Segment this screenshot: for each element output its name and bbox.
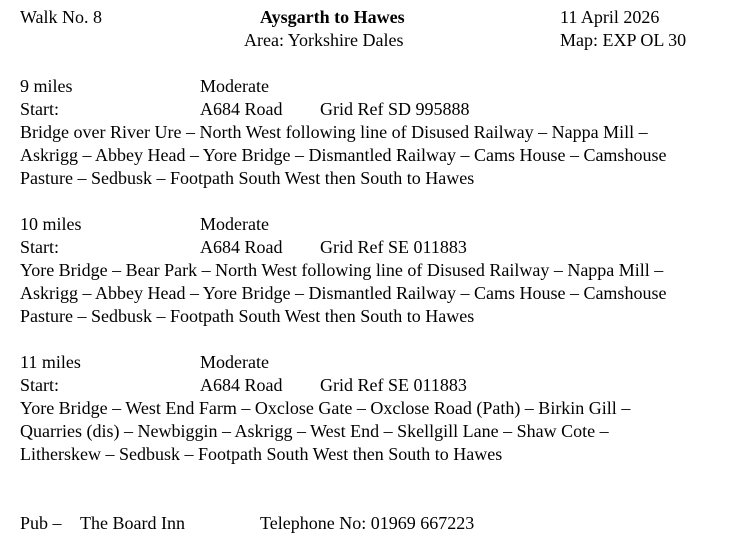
start-road: A684 Road — [200, 237, 283, 257]
route-line: Yore Bridge – Bear Park – North West following line of Disused Railway – Nappa Mill – — [20, 260, 664, 280]
walk-distance: 9 miles — [20, 76, 73, 96]
route-line: Askrigg – Abbey Head – Yore Bridge – Dismantled Railway – Cams House – Camshouse — [20, 283, 667, 303]
route-line: Yore Bridge – West End Farm – Oxclose Gate – Oxclose Road (Path) – Birkin Gill – — [20, 398, 631, 418]
spacer — [20, 190, 750, 213]
walk-start-row — [20, 236, 750, 259]
start-road: A684 Road — [200, 375, 283, 395]
spacer — [20, 466, 750, 512]
grid-ref: Grid Ref SE 011883 — [320, 375, 467, 395]
grid-ref: Grid Ref SD 995888 — [320, 99, 470, 119]
route-line: Pasture – Sedbusk – Footpath South West then South to Hawes — [20, 306, 475, 326]
area-label: Area: Yorkshire Dales — [244, 30, 404, 50]
walk-date: 11 April 2026 — [560, 7, 660, 27]
walk-section-1 — [20, 75, 750, 190]
walk-grade: Moderate — [200, 352, 269, 372]
header-row-2 — [20, 29, 750, 52]
walk-summary-row — [20, 75, 750, 98]
walk-route — [20, 259, 750, 328]
walk-distance: 10 miles — [20, 214, 82, 234]
spacer — [20, 328, 750, 351]
route-line: Litherskew – Sedbusk – Footpath South West then South to Hawes — [20, 444, 503, 464]
route-line: Bridge over River Ure – North West following line of Disused Railway – Nappa Mill – — [20, 122, 648, 142]
walk-route — [20, 397, 750, 466]
walk-grade: Moderate — [200, 76, 269, 96]
walk-route — [20, 121, 750, 190]
walk-summary-row — [20, 213, 750, 236]
start-label: Start: — [20, 375, 59, 395]
walk-start-row — [20, 98, 750, 121]
walk-summary-row — [20, 351, 750, 374]
telephone-number: Telephone No: 01969 667223 — [260, 513, 475, 533]
walk-distance: 11 miles — [20, 352, 81, 372]
pub-label: Pub – — [20, 513, 62, 533]
map-label: Map: EXP OL 30 — [560, 30, 687, 50]
route-line: Pasture – Sedbusk – Footpath South West then South to Hawes — [20, 168, 475, 188]
header-row-1 — [20, 6, 750, 29]
footer-row — [20, 512, 750, 535]
walk-section-2 — [20, 213, 750, 328]
spacer — [20, 52, 750, 75]
start-road: A684 Road — [200, 99, 283, 119]
walk-title: Aysgarth to Hawes — [260, 7, 405, 27]
walk-grade: Moderate — [200, 214, 269, 234]
walk-sheet — [20, 6, 750, 535]
route-line: Askrigg – Abbey Head – Yore Bridge – Dismantled Railway – Cams House – Camshouse — [20, 145, 667, 165]
start-label: Start: — [20, 99, 59, 119]
route-line: Quarries (dis) – Newbiggin – Askrigg – West End – Skellgill Lane – Shaw Cote – — [20, 421, 609, 441]
grid-ref: Grid Ref SE 011883 — [320, 237, 467, 257]
walk-start-row — [20, 374, 750, 397]
start-label: Start: — [20, 237, 59, 257]
walk-section-3 — [20, 351, 750, 466]
walk-number: Walk No. 8 — [20, 7, 103, 27]
pub-name: The Board Inn — [80, 513, 185, 533]
